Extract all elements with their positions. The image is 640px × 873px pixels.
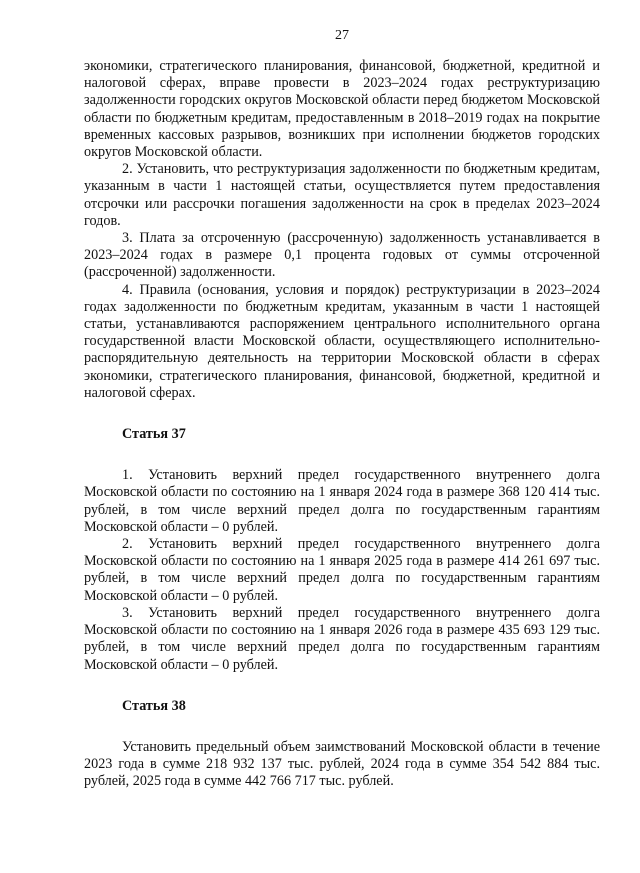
- article-37-item-1: 1. Установить верхний предел государственного внутреннего долга Московской области по состоянию на 1 января 2024 года в размере 368 120 414 тыс. рублей, в том числе верхний предел долга по государственным гарантиям Московской области – 0 рублей.: [84, 467, 600, 535]
- article-38-title: Статья 38: [122, 697, 186, 714]
- article-38-item-1: Установить предельный объем заимствований Московской области в течение 2023 года в сумме 218 932 137 тыс. рублей, 2024 года в сумме 354 542 884 тыс. рублей, 2025 года в сумме 442 766 717 тыс. рублей.: [84, 738, 600, 790]
- paragraph-continuation: экономики, стратегического планирования, финансовой, бюджетной, кредитной и налоговой сферах, вправе провести в 2023–2024 годах реструктуризацию задолженности городских округов Московской области перед бюджетом Московской области по бюджетным кредитам, предоставленным в 2018–2019 годах на покрытие временных кассовых разрывов, возникших при исполнении бюджетов городских округов Московской области.: [84, 58, 600, 161]
- paragraph-item-4: 4. Правила (основания, условия и порядок) реструктуризации в 2023–2024 годах задолженности по бюджетным кредитам, указанным в части 1 настоящей статьи, устанавливаются распоряжением центрального исполнительного органа государственной власти Московской области, осуществляющего исполнительно-распорядительную деятельность на территории Московской области в сферах экономики, стратегического планирования, финансовой, бюджетной, кредитной и налоговой сферах.: [84, 281, 600, 401]
- article-37-title: Статья 37: [122, 426, 186, 443]
- paragraph-item-3: 3. Плата за отсроченную (рассроченную) задолженность устанавливается в 2023–2024 годах в размере 0,1 процента годовых от суммы отсроченной (рассроченной) задолженности.: [84, 230, 600, 281]
- article-37-item-2: 2. Установить верхний предел государственного внутреннего долга Московской области по состоянию на 1 января 2025 года в размере 414 261 697 тыс. рублей, в том числе верхний предел долга по государственным гарантиям Московской области – 0 рублей.: [84, 536, 600, 604]
- paragraph-item-2: 2. Установить, что реструктуризация задолженности по бюджетным кредитам, указанным в части 1 настоящей статьи, осуществляется путем предоставления отсрочки или рассрочки погашения задолженности на срок в пределах 2023–2024 годов.: [84, 161, 600, 229]
- page-number: 27: [335, 28, 349, 43]
- article-37-item-3: 3. Установить верхний предел государственного внутреннего долга Московской области по состоянию на 1 января 2026 года в размере 435 693 129 тыс. рублей, в том числе верхний предел долга по государственным гарантиям Московской области – 0 рублей.: [84, 604, 600, 673]
